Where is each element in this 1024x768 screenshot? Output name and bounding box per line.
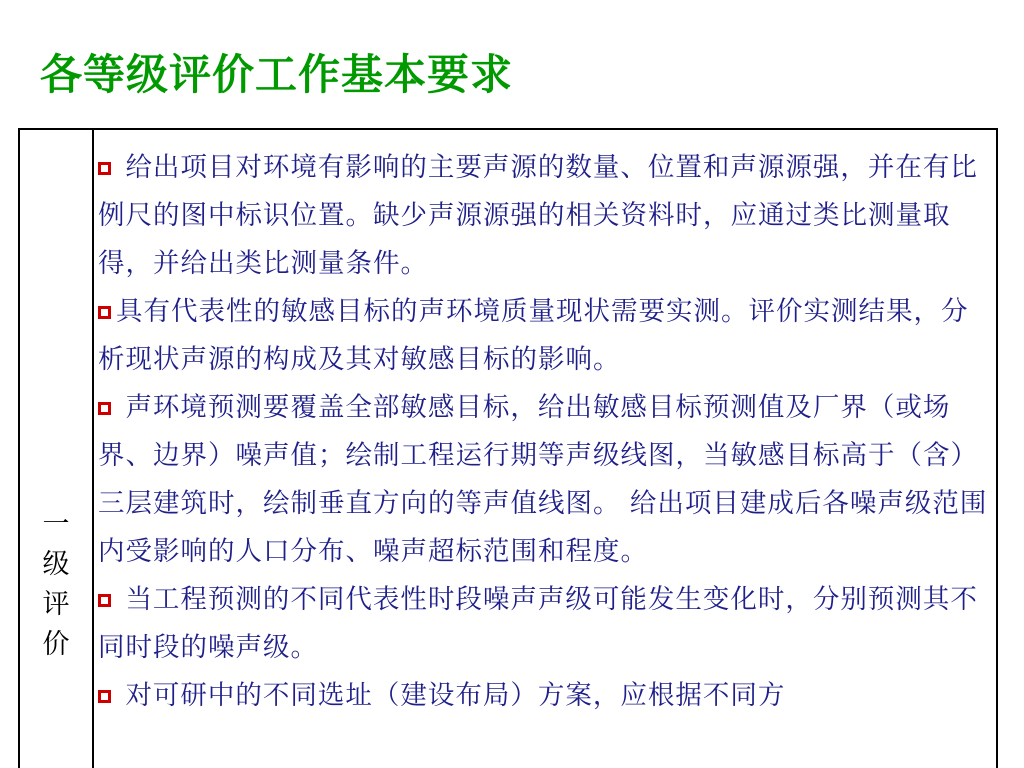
requirement-paragraph [98,672,988,720]
slide-title: 各等级评价工作基本要求 [40,50,514,99]
requirement-paragraph [98,576,988,672]
hollow-square-bullet-icon [98,162,111,175]
level-label-char: 评 [42,589,70,620]
paragraph-text: 给出项目对环境有影响的主要声源的数量、位置和声源源强，并在有比例尺的图中标识位置。缺少声源源强的相关资料时，应通过类比测量取得，并给出类比测量条件。 [98,152,978,279]
level-label-char: 级 [42,549,70,580]
paragraph-text: 当工程预测的不同代表性时段噪声声级可能发生变化时，分别预测其不同时段的噪声级。 [98,584,978,663]
level-label-cell [20,505,92,665]
requirement-paragraph [98,288,988,384]
level-label-char: 一 [42,509,70,540]
hollow-square-bullet-icon [98,594,111,607]
paragraph-text: 具有代表性的敏感目标的声环境质量现状需要实测。评价实测结果，分析现状声源的构成及其对敏感目标的影响。 [98,296,969,375]
hollow-square-bullet-icon [98,402,111,415]
requirement-paragraph [98,384,988,576]
level-label-char: 价 [42,629,70,660]
requirement-paragraph [98,144,988,288]
paragraph-text: 声环境预测要覆盖全部敏感目标，给出敏感目标预测值及厂界（或场界、边界）噪声值；绘制工程运行期等声级线图，当敏感目标高于（含）三层建筑时，绘制垂直方向的等声值线图。 给出项目建成后各噪声级范围内受影响的人口分布、噪声超标范围和程度。 [98,392,988,567]
hollow-square-bullet-icon [98,306,111,319]
column-divider [92,128,94,768]
hollow-square-bullet-icon [98,690,111,703]
requirements-content-cell [98,144,988,720]
paragraph-text: 对可研中的不同选址（建设布局）方案，应根据不同方 [125,680,786,711]
